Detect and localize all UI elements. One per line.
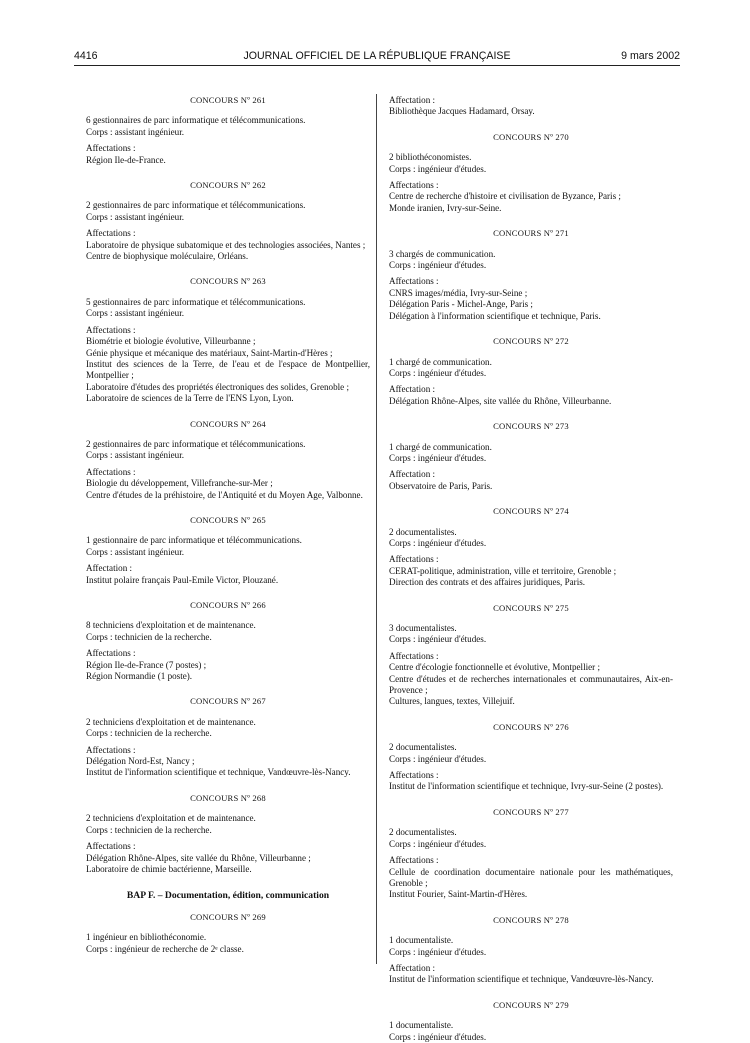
text-line: Centre d'écologie fonctionnelle et évolutive, Montpellier ; xyxy=(389,662,600,673)
concours-title: CONCOURS Nº 273 xyxy=(493,421,569,432)
concours-title: CONCOURS Nº 274 xyxy=(493,506,569,517)
text-line: 2 gestionnaires de parc informatique et télécommunications. xyxy=(86,200,306,211)
text-line: Biométrie et biologie évolutive, Villeurbanne ; xyxy=(86,336,256,347)
concours-section xyxy=(86,696,370,778)
text-line: CNRS images/média, Ivry-sur-Seine ; xyxy=(389,287,528,298)
concours-section xyxy=(389,506,673,588)
text-line: Délégation Rhône-Alpes, site vallée du Rhône, Villeurbanne ; xyxy=(86,852,311,863)
text-line: Corps : ingénieur d'études. xyxy=(389,163,487,174)
header-rule xyxy=(74,65,680,66)
concours-section xyxy=(86,600,370,682)
text-line: Corps : assistant ingénieur. xyxy=(86,546,185,557)
text-line: Laboratoire de sciences de la Terre de l'ENS Lyon, Lyon. xyxy=(86,393,294,404)
text-line: 1 chargé de communication. xyxy=(389,441,492,452)
text-line: Corps : ingénieur d'études. xyxy=(389,1031,487,1042)
text-line: 6 gestionnaires de parc informatique et télécommunications. xyxy=(86,115,306,126)
text-line: Affectations : xyxy=(389,276,439,287)
text-line: Corps : technicien de la recherche. xyxy=(86,728,212,739)
concours-section xyxy=(389,95,673,118)
text-line: Corps : ingénieur d'études. xyxy=(389,634,487,645)
text-line: Délégation Rhône-Alpes, site vallée du Rhône, Villeurbanne. xyxy=(389,395,612,406)
concours-section xyxy=(86,419,370,501)
text-line: 1 ingénieur en bibliothéconomie. xyxy=(86,932,207,943)
text-line: Corps : assistant ingénieur. xyxy=(86,126,185,137)
text-line: Corps : ingénieur d'études. xyxy=(389,753,487,764)
concours-title: CONCOURS Nº 272 xyxy=(493,336,569,347)
text-line: Corps : ingénieur d'études. xyxy=(389,537,487,548)
text-line: 8 techniciens d'exploitation et de maintenance. xyxy=(86,620,256,631)
text-line: 2 techniciens d'exploitation et de maintenance. xyxy=(86,813,256,824)
text-line: Affectations : xyxy=(389,180,439,191)
text-line: Corps : technicien de la recherche. xyxy=(86,631,212,642)
text-line: Région Ile-de-France. xyxy=(86,154,166,165)
text-line: 1 documentaliste. xyxy=(389,1020,454,1031)
text-line: Biologie du développement, Villefranche-sur-Mer ; xyxy=(86,478,273,489)
text-line: 2 gestionnaires de parc informatique et télécommunications. xyxy=(86,438,306,449)
concours-section xyxy=(86,793,370,875)
concours-title: CONCOURS Nº 277 xyxy=(493,806,569,817)
text-line: 3 documentalistes. xyxy=(389,623,457,633)
concours-section xyxy=(389,807,673,901)
concours-title: CONCOURS Nº 265 xyxy=(190,514,266,525)
text-line: Affectations : xyxy=(86,324,136,335)
text-line: Affectation : xyxy=(389,962,436,973)
text-line: Délégation Nord-Est, Nancy ; xyxy=(86,756,195,767)
text-line: Corps : assistant ingénieur. xyxy=(86,308,185,319)
text-line: 1 documentaliste. xyxy=(389,935,454,946)
text-line: Institut polaire français Paul-Emile Victor, Plouzané. xyxy=(86,574,279,585)
text-line: Affectations : xyxy=(389,770,439,781)
text-line: Affectations : xyxy=(86,228,136,239)
text-line: Affectations : xyxy=(389,650,439,661)
concours-section xyxy=(389,336,673,407)
text-line: Institut de l'information scientifique et technique, Vandœuvre-lès-Nancy. xyxy=(86,767,351,778)
text-line: Laboratoire d'études des propriétés électroniques des solides, Grenoble ; xyxy=(86,381,349,392)
text-line: Corps : assistant ingénieur. xyxy=(86,450,185,461)
concours-title: CONCOURS Nº 276 xyxy=(493,721,569,732)
text-line: Affectation : xyxy=(86,563,133,574)
text-line: Cellule de coordination documentaire nationale pour les mathématiques, Grenoble ; xyxy=(389,866,673,888)
concours-section xyxy=(389,421,673,492)
concours-section xyxy=(389,722,673,793)
text-line: 1 gestionnaire de parc informatique et télécommunications. xyxy=(86,535,302,546)
concours-section xyxy=(86,515,370,586)
text-line: Institut des sciences de la Terre, de l'eau et de l'espace de Montpellier, Montpellier ; xyxy=(86,358,370,381)
text-line: Délégation à l'information scientifique et technique, Paris. xyxy=(389,310,601,321)
text-line: Affectations : xyxy=(86,744,136,755)
text-line: Affectations : xyxy=(86,466,136,477)
text-line: 1 chargé de communication. xyxy=(389,356,492,367)
concours-section xyxy=(86,180,370,262)
text-line: Corps : ingénieur d'études. xyxy=(389,946,487,957)
text-line: Affectation : xyxy=(389,469,436,480)
text-line: Cultures, langues, textes, Villejuif. xyxy=(389,696,515,707)
text-line: Corps : assistant ingénieur. xyxy=(86,211,185,222)
text-line: Monde iranien, Ivry-sur-Seine. xyxy=(389,202,502,213)
right-column xyxy=(389,95,673,1043)
concours-title: CONCOURS Nº 271 xyxy=(493,228,569,239)
concours-title: CONCOURS Nº 266 xyxy=(190,600,266,610)
text-line: Centre de biophysique moléculaire, Orléans. xyxy=(86,251,249,262)
concours-section xyxy=(389,1000,673,1043)
concours-section xyxy=(389,228,673,322)
text-line: 2 documentalistes. xyxy=(389,827,457,838)
text-line: Région Ile-de-France (7 postes) ; xyxy=(86,659,207,670)
concours-title: CONCOURS Nº 261 xyxy=(190,95,266,105)
journal-title: JOURNAL OFFICIEL DE LA RÉPUBLIQUE FRANÇAISE xyxy=(243,50,511,62)
text-line: Institut de l'information scientifique et technique, Vandœuvre-lès-Nancy. xyxy=(389,974,654,985)
text-line: Affectations : xyxy=(86,143,136,154)
text-line: 5 gestionnaires de parc informatique et télécommunications. xyxy=(86,296,306,307)
text-line: Affectations : xyxy=(389,855,439,866)
concours-section xyxy=(389,915,673,986)
text-line: Bibliothèque Jacques Hadamard, Orsay. xyxy=(389,106,535,117)
section-heading: BAP F. – Documentation, édition, communication xyxy=(126,890,330,902)
text-line: Direction des contrats et des affaires juridiques, Paris. xyxy=(389,577,586,588)
text-line: Corps : ingénieur d'études. xyxy=(389,367,487,378)
issue-date: 9 mars 2002 xyxy=(621,50,680,62)
concours-title: CONCOURS Nº 279 xyxy=(493,999,569,1010)
concours-section xyxy=(86,276,370,404)
text-line: 2 techniciens d'exploitation et de maintenance. xyxy=(86,716,256,727)
text-line: Laboratoire de physique subatomique et des technologies associées, Nantes ; xyxy=(86,239,366,250)
text-line: CERAT-politique, administration, ville et territoire, Grenoble ; xyxy=(389,565,617,576)
text-line: Affectation : xyxy=(389,384,436,395)
text-line: Observatoire de Paris, Paris. xyxy=(389,480,493,491)
text-line: Affectations : xyxy=(389,554,439,565)
text-line: Laboratoire de chimie bactérienne, Marseille. xyxy=(86,863,252,874)
text-line: Centre d'études de la préhistoire, de l'Antiquité et du Moyen Age, Valbonne. xyxy=(86,489,363,500)
concours-title: CONCOURS Nº 278 xyxy=(493,914,569,925)
concours-section xyxy=(389,603,673,708)
concours-title: CONCOURS Nº 270 xyxy=(493,131,569,142)
text-line: Corps : ingénieur de recherche de 2ᵉ classe. xyxy=(86,943,244,954)
concours-section xyxy=(389,132,673,214)
concours-title: CONCOURS Nº 268 xyxy=(190,792,266,803)
left-column xyxy=(86,95,370,955)
text-line: 2 documentalistes. xyxy=(389,526,457,537)
concours-title: CONCOURS Nº 264 xyxy=(190,418,266,429)
text-line: Délégation Paris - Michel-Ange, Paris ; xyxy=(389,299,533,310)
text-line: 3 chargés de communication. xyxy=(389,248,496,259)
text-line: Corps : technicien de la recherche. xyxy=(86,824,212,835)
concours-title: CONCOURS Nº 275 xyxy=(493,602,569,613)
concours-title: CONCOURS Nº 263 xyxy=(190,276,266,287)
text-line: Corps : ingénieur d'études. xyxy=(389,260,487,271)
text-line: Corps : ingénieur d'études. xyxy=(389,452,487,463)
text-line: Centre de recherche d'histoire et civilisation de Byzance, Paris ; xyxy=(389,191,621,202)
concours-section xyxy=(86,95,370,166)
text-line: Affectations : xyxy=(86,648,136,659)
text-line: 2 bibliothéconomistes. xyxy=(389,152,472,163)
text-line: Affectation : xyxy=(389,95,436,105)
concours-section xyxy=(86,912,370,955)
page-number: 4416 xyxy=(74,50,98,62)
column-divider xyxy=(376,94,377,964)
text-line: 2 documentalistes. xyxy=(389,742,457,753)
text-line: Centre d'études et de recherches internationales et communautaires, Aix-en-Provence ; xyxy=(389,673,673,696)
text-line: Institut Fourier, Saint-Martin-d'Hères. xyxy=(389,889,528,900)
text-line: Institut de l'information scientifique et technique, Ivry-sur-Seine (2 postes). xyxy=(389,781,664,792)
page-header xyxy=(74,50,680,66)
text-line: Affectations : xyxy=(86,841,136,852)
concours-title: CONCOURS Nº 269 xyxy=(190,911,266,922)
text-line: Corps : ingénieur d'études. xyxy=(389,838,487,849)
concours-title: CONCOURS Nº 262 xyxy=(190,180,266,191)
concours-title: CONCOURS Nº 267 xyxy=(190,696,266,707)
text-line: Région Normandie (1 poste). xyxy=(86,671,193,682)
text-line: Génie physique et mécanique des matériaux, Saint-Martin-d'Hères ; xyxy=(86,347,333,358)
